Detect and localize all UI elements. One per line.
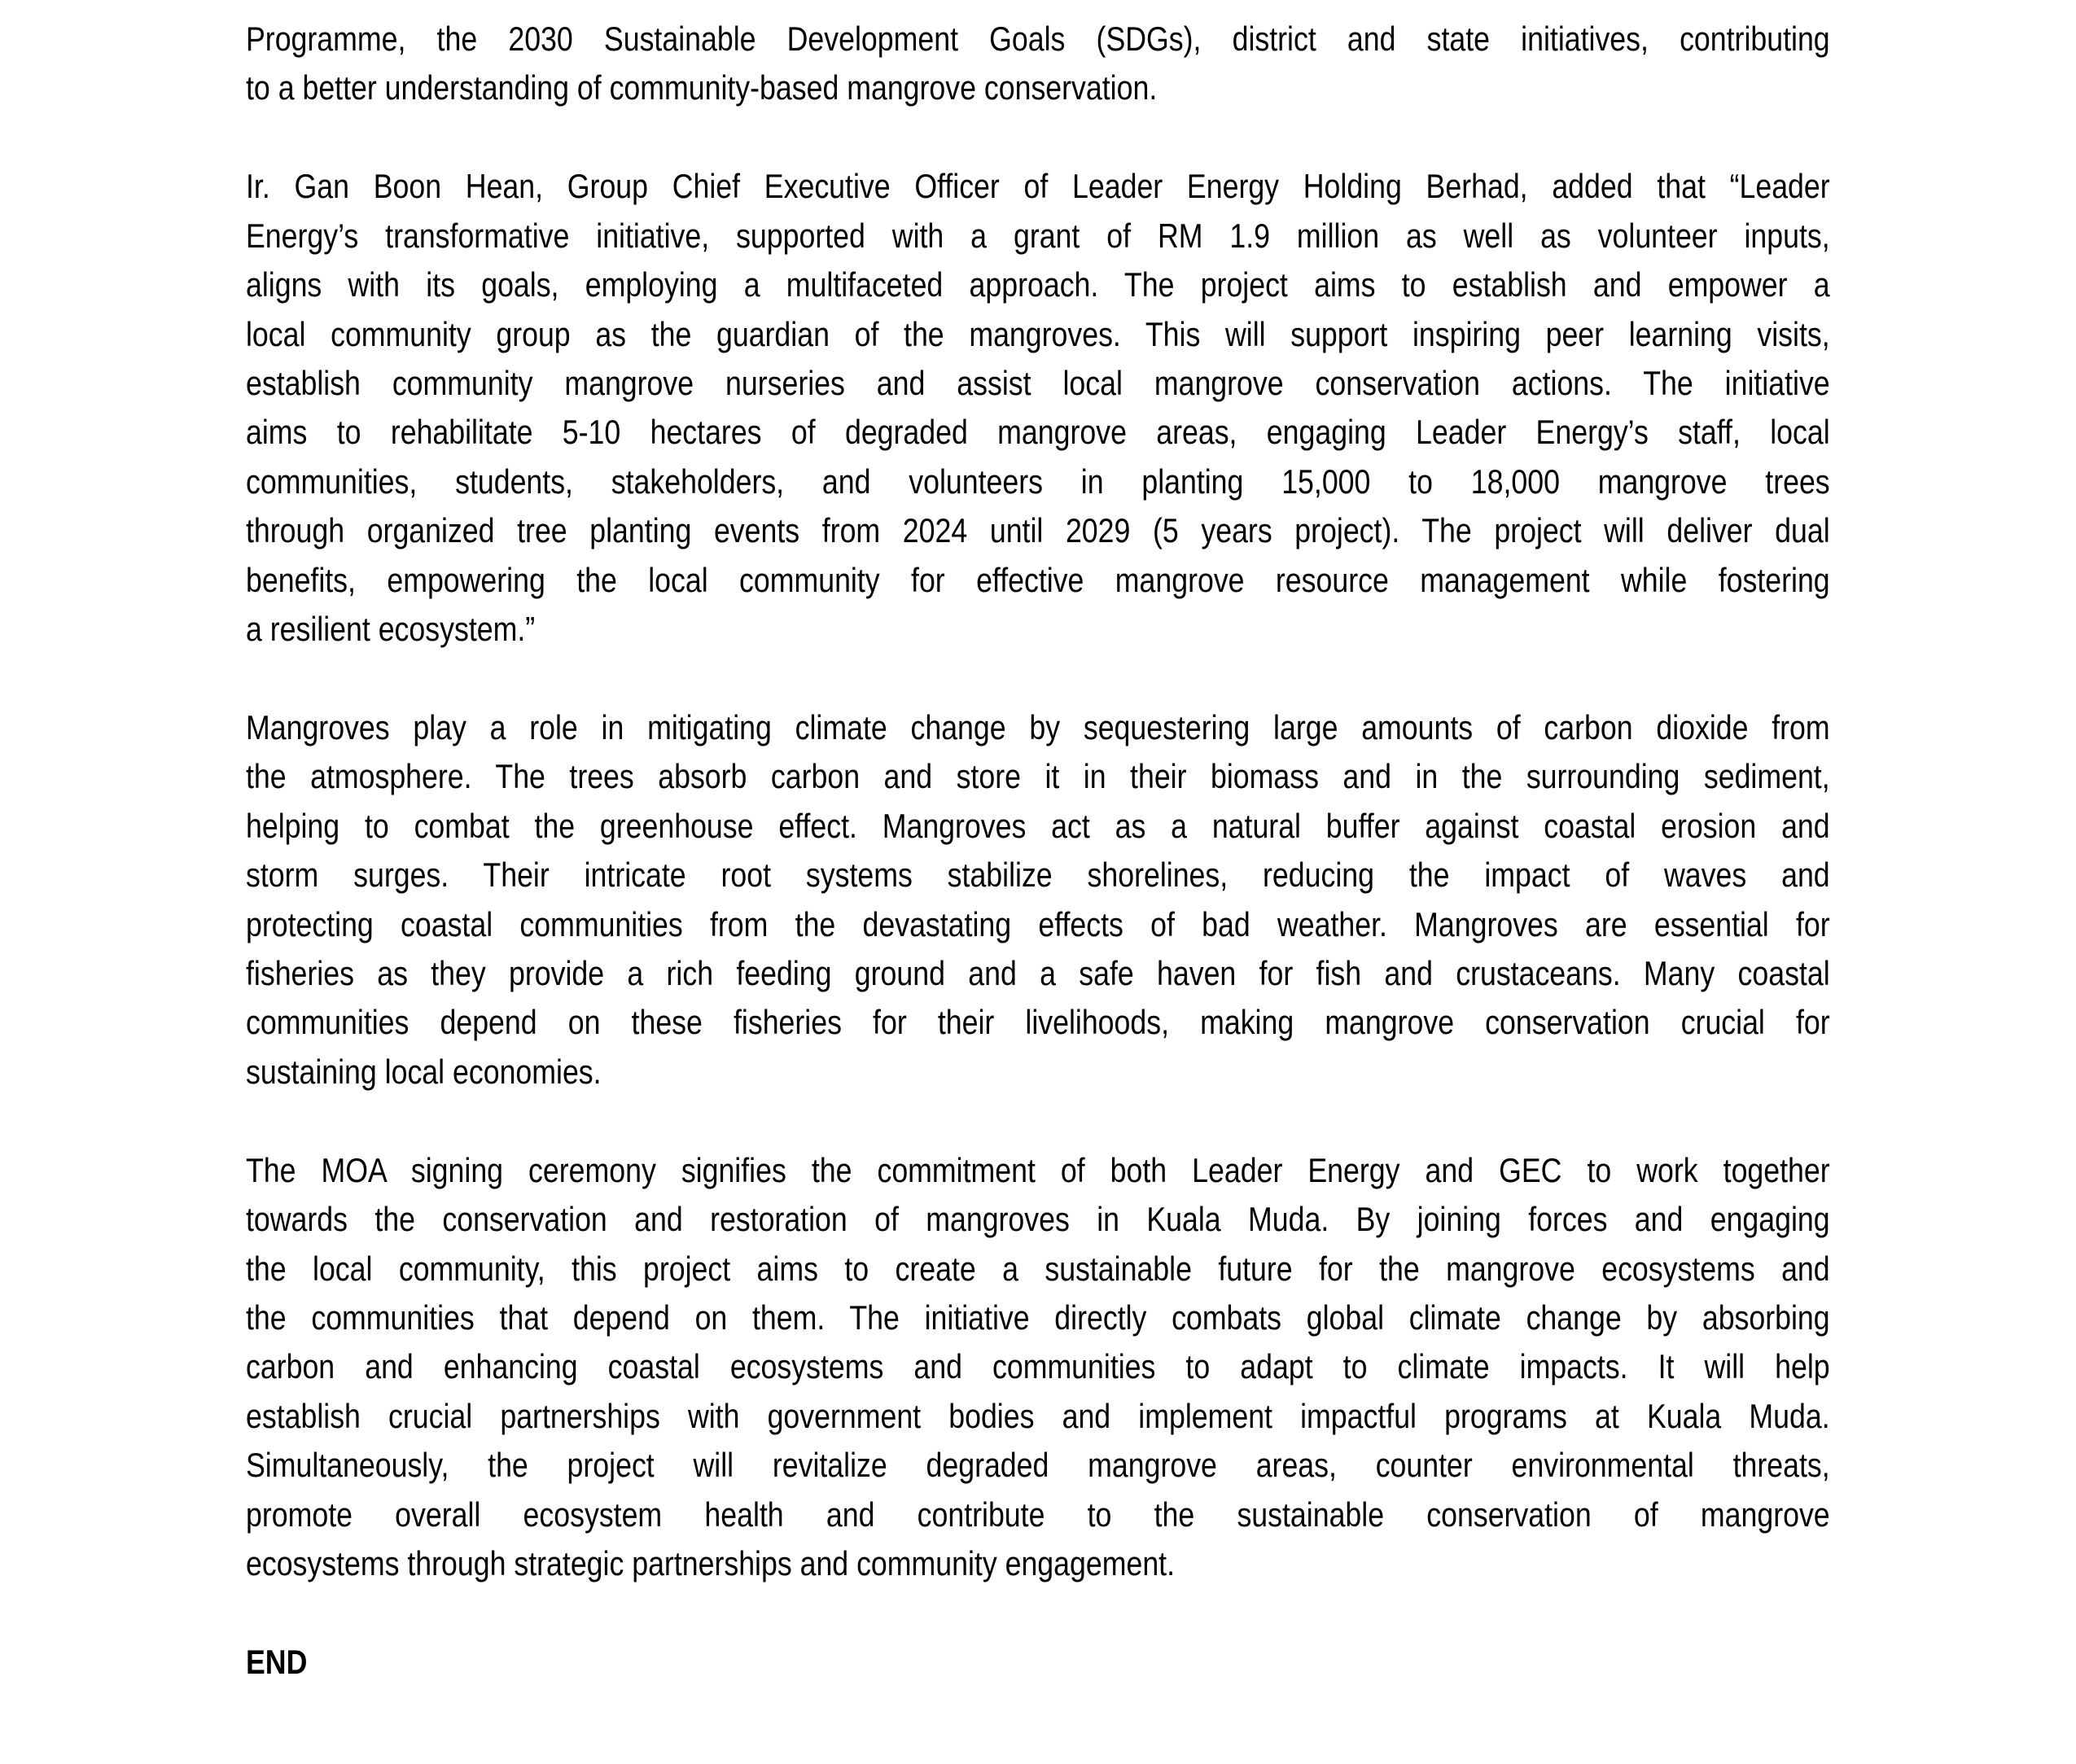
- paragraph-spacer: [246, 113, 1830, 162]
- text-line: Mangroves play a role in mitigating climate change by sequestering large amounts of carbon dioxide from: [246, 707, 1830, 746]
- document-page: [246, 15, 1830, 1687]
- paragraph-mangrove-benefits: [246, 703, 1830, 1096]
- text-line: the communities that depend on them. The initiative directly combats global climate change by absorbing: [246, 1298, 1830, 1337]
- text-line: towards the conservation and restoration of mangroves in Kuala Muda. By joining forces and engaging: [246, 1200, 1830, 1239]
- text-line: promote overall ecosystem health and contribute to the sustainable conservation of mangrove: [246, 1495, 1830, 1534]
- text-line: benefits, empowering the local community for effective mangrove resource management while fostering: [246, 560, 1830, 599]
- text-line: Programme, the 2030 Sustainable Development Goals (SDGs), district and state initiatives, contributing: [246, 20, 1830, 58]
- end-marker: END: [246, 1642, 308, 1681]
- text-line: storm surges. Their intricate root systems stabilize shorelines, reducing the impact of waves and: [246, 856, 1830, 895]
- text-line: Energy’s transformative initiative, supported with a grant of RM 1.9 million as well as volunteer inputs,: [246, 216, 1830, 255]
- paragraph-spacer: [246, 1096, 1830, 1145]
- text-line: the atmosphere. The trees absorb carbon and store it in their biomass and in the surrounding sediment,: [246, 757, 1830, 796]
- text-line: helping to combat the greenhouse effect. Mangroves act as a natural buffer against coastal erosion and: [246, 806, 1830, 845]
- text-line: communities, students, stakeholders, and volunteers in planting 15,000 to 18,000 mangrove trees: [246, 462, 1830, 501]
- text-line: to a better understanding of community-based mangrove conservation.: [246, 68, 1158, 107]
- text-line: establish crucial partnerships with government bodies and implement impactful programs at Kuala Muda.: [246, 1396, 1830, 1435]
- paragraph-sdg-contribution: [246, 15, 1830, 113]
- text-line: establish community mangrove nurseries and assist local mangrove conservation actions. The initiative: [246, 363, 1830, 402]
- text-line: the local community, this project aims to create a sustainable future for the mangrove ecosystems and: [246, 1249, 1830, 1288]
- text-line: aligns with its goals, employing a multifaceted approach. The project aims to establish and empower a: [246, 265, 1830, 304]
- paragraph-spacer: [246, 1589, 1830, 1638]
- text-line: Simultaneously, the project will revitalize degraded mangrove areas, counter environmental threats,: [246, 1446, 1830, 1485]
- text-line: Ir. Gan Boon Hean, Group Chief Executive Officer of Leader Energy Holding Berhad, added that “Leader: [246, 167, 1830, 206]
- text-line: fisheries as they provide a rich feeding ground and a safe haven for fish and crustaceans. Many coastal: [246, 954, 1830, 993]
- text-line: carbon and enhancing coastal ecosystems and communities to adapt to climate impacts. It will help: [246, 1347, 1830, 1386]
- text-line: The MOA signing ceremony signifies the commitment of both Leader Energy and GEC to work together: [246, 1150, 1830, 1189]
- text-line: a resilient ecosystem.”: [246, 610, 536, 649]
- paragraph-ceo-quote: [246, 162, 1830, 654]
- text-line: protecting coastal communities from the devastating effects of bad weather. Mangroves are essential for: [246, 904, 1830, 943]
- paragraph-spacer: [246, 654, 1830, 703]
- text-line: aims to rehabilitate 5-10 hectares of degraded mangrove areas, engaging Leader Energy’s staff, local: [246, 413, 1830, 452]
- paragraph-moa-signing: [246, 1146, 1830, 1589]
- text-line: through organized tree planting events from 2024 until 2029 (5 years project). The project will deliver dual: [246, 511, 1830, 550]
- text-line: sustaining local economies.: [246, 1052, 602, 1091]
- text-line: local community group as the guardian of the mangroves. This will support inspiring peer learning visits,: [246, 314, 1830, 353]
- text-line: communities depend on these fisheries for their livelihoods, making mangrove conservation crucial for: [246, 1003, 1830, 1042]
- text-line: ecosystems through strategic partnerships and community engagement.: [246, 1544, 1176, 1583]
